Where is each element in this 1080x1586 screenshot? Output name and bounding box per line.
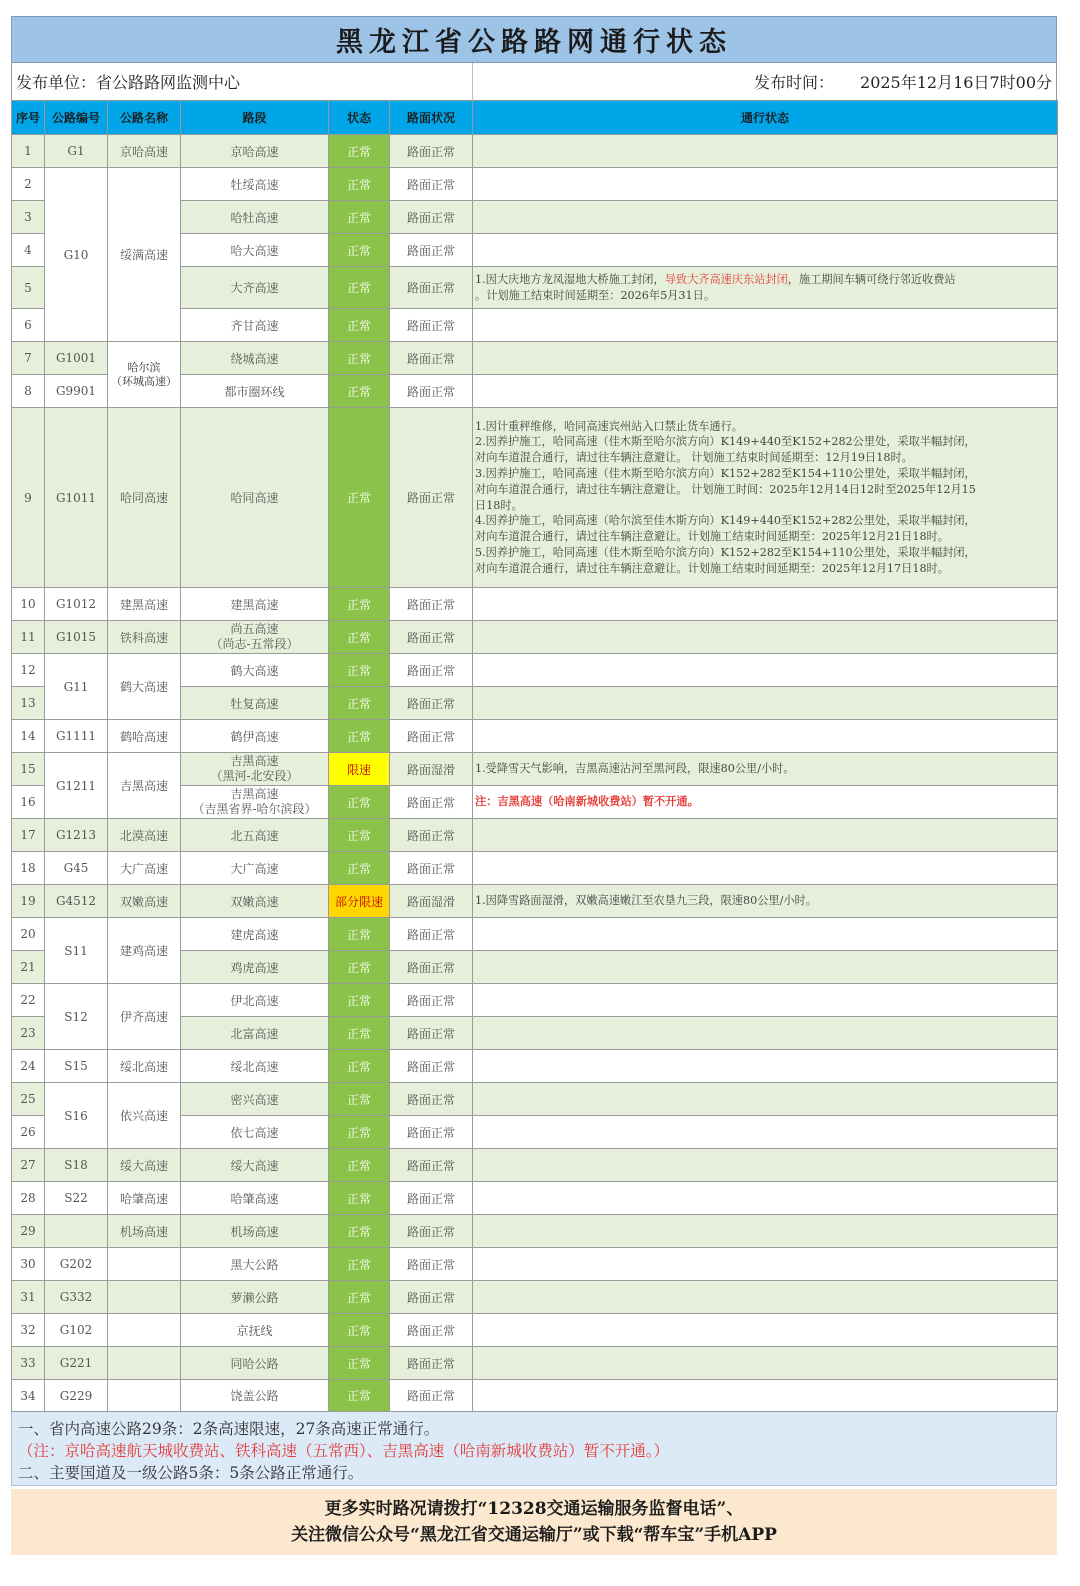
row-index: 14	[12, 720, 45, 753]
surface-cell: 路面正常	[390, 918, 473, 951]
road-segment: 哈同高速	[181, 408, 329, 588]
row-index: 10	[12, 588, 45, 621]
traffic-cell	[473, 375, 1058, 408]
row-index: 31	[12, 1281, 45, 1314]
surface-cell: 路面正常	[390, 201, 473, 234]
surface-cell: 路面正常	[390, 951, 473, 984]
road-code: G221	[45, 1347, 108, 1380]
traffic-cell	[473, 1248, 1058, 1281]
row-index: 15	[12, 753, 45, 786]
row-index: 23	[12, 1017, 45, 1050]
status-cell: 正常	[329, 1380, 390, 1412]
header-code: 公路编号	[45, 101, 108, 135]
row-index: 30	[12, 1248, 45, 1281]
status-cell: 正常	[329, 687, 390, 720]
row-index: 4	[12, 234, 45, 267]
road-name: 京哈高速	[108, 135, 181, 168]
header-index: 序号	[12, 101, 45, 135]
row-index: 19	[12, 885, 45, 918]
table-row	[12, 1248, 1058, 1281]
road-code	[45, 1215, 108, 1248]
traffic-cell	[473, 819, 1058, 852]
status-cell: 正常	[329, 1050, 390, 1083]
surface-cell: 路面正常	[390, 1380, 473, 1412]
surface-cell: 路面正常	[390, 1248, 473, 1281]
traffic-cell	[473, 621, 1058, 654]
road-segment: 牡绥高速	[181, 168, 329, 201]
road-segment: 饶盖公路	[181, 1380, 329, 1412]
row-index: 32	[12, 1314, 45, 1347]
road-segment: 绥北高速	[181, 1050, 329, 1083]
road-segment: 鹤伊高速	[181, 720, 329, 753]
surface-cell: 路面正常	[390, 1314, 473, 1347]
road-name: 机场高速	[108, 1215, 181, 1248]
traffic-cell: 1.因大庆地方龙凤湿地大桥施工封闭，导致大齐高速庆东站封闭，施工期间车辆可绕行邻近收费站 。计划施工结束时间延期至：2026年5月31日。	[473, 267, 1058, 309]
road-name: 绥大高速	[108, 1149, 181, 1182]
summary-line-closures: （注：京哈高速航天城收费站、铁科高速（五常西）、吉黑高速（哈南新城收费站）暂不开通。）	[18, 1442, 670, 1460]
road-segment: 哈牡高速	[181, 201, 329, 234]
status-cell: 正常	[329, 408, 390, 588]
road-status-sheet	[11, 16, 1057, 1555]
page-title: 黑龙江省公路路网通行状态	[11, 16, 1057, 63]
status-cell: 正常	[329, 918, 390, 951]
table-row	[12, 1281, 1058, 1314]
traffic-cell	[473, 168, 1058, 201]
road-code: G4512	[45, 885, 108, 918]
footer-hotline: 更多实时路况请拨打“12328交通运输服务监督电话”、	[324, 1499, 744, 1519]
road-name: 双嫩高速	[108, 885, 181, 918]
traffic-cell	[473, 1116, 1058, 1149]
traffic-cell	[473, 588, 1058, 621]
status-cell: 正常	[329, 984, 390, 1017]
status-cell: 正常	[329, 852, 390, 885]
road-code: G332	[45, 1281, 108, 1314]
road-segment: 北富高速	[181, 1017, 329, 1050]
table-row	[12, 885, 1058, 918]
road-segment: 绕城高速	[181, 342, 329, 375]
surface-cell: 路面正常	[390, 408, 473, 588]
surface-cell: 路面正常	[390, 135, 473, 168]
traffic-cell	[473, 342, 1058, 375]
traffic-cell	[473, 1083, 1058, 1116]
table-row	[12, 753, 1058, 786]
table-row	[12, 819, 1058, 852]
road-name: 大广高速	[108, 852, 181, 885]
traffic-cell: 1.因降雪路面湿滑，双嫩高速嫩江至农垦九三段，限速80公里/小时。	[473, 885, 1058, 918]
surface-cell: 路面正常	[390, 1182, 473, 1215]
road-code: S18	[45, 1149, 108, 1182]
traffic-cell	[473, 1380, 1058, 1412]
table-row	[12, 1215, 1058, 1248]
road-code: G9901	[45, 375, 108, 408]
traffic-cell	[473, 309, 1058, 342]
status-table	[11, 100, 1058, 1412]
surface-cell: 路面正常	[390, 267, 473, 309]
road-segment: 黑大公路	[181, 1248, 329, 1281]
road-name: 绥满高速	[108, 168, 181, 342]
row-index: 5	[12, 267, 45, 309]
traffic-cell	[473, 951, 1058, 984]
row-index: 1	[12, 135, 45, 168]
status-cell: 正常	[329, 135, 390, 168]
road-segment: 北五高速	[181, 819, 329, 852]
row-index: 17	[12, 819, 45, 852]
road-code: G1211	[45, 753, 108, 819]
surface-cell: 路面正常	[390, 375, 473, 408]
road-name	[108, 1314, 181, 1347]
row-index: 12	[12, 654, 45, 687]
surface-cell: 路面正常	[390, 1017, 473, 1050]
row-index: 28	[12, 1182, 45, 1215]
table-row	[12, 168, 1058, 201]
traffic-cell	[473, 135, 1058, 168]
road-segment: 吉黑高速 （黑河-北安段）	[181, 753, 329, 786]
road-segment: 大齐高速	[181, 267, 329, 309]
road-code: G45	[45, 852, 108, 885]
row-index: 8	[12, 375, 45, 408]
surface-cell: 路面正常	[390, 1281, 473, 1314]
road-segment: 伊北高速	[181, 984, 329, 1017]
traffic-cell	[473, 1017, 1058, 1050]
surface-cell: 路面正常	[390, 621, 473, 654]
status-cell: 正常	[329, 951, 390, 984]
status-cell: 正常	[329, 201, 390, 234]
road-name: 北漠高速	[108, 819, 181, 852]
row-index: 6	[12, 309, 45, 342]
row-index: 29	[12, 1215, 45, 1248]
status-cell: 限速	[329, 753, 390, 786]
row-index: 16	[12, 786, 45, 819]
summary-notes	[11, 1412, 1057, 1486]
road-code: G1213	[45, 819, 108, 852]
road-code: G1015	[45, 621, 108, 654]
traffic-cell	[473, 201, 1058, 234]
row-index: 24	[12, 1050, 45, 1083]
surface-cell: 路面正常	[390, 1050, 473, 1083]
status-cell: 正常	[329, 234, 390, 267]
road-code: G202	[45, 1248, 108, 1281]
row-index: 34	[12, 1380, 45, 1412]
status-cell: 正常	[329, 1314, 390, 1347]
road-name: 吉黑高速	[108, 753, 181, 819]
row-index: 26	[12, 1116, 45, 1149]
header-name: 公路名称	[108, 101, 181, 135]
road-segment: 吉黑高速 （吉黑省界-哈尔滨段）	[181, 786, 329, 819]
traffic-cell: 1.因计重秤维修，哈同高速宾州站入口禁止货车通行。 2.因养护施工，哈同高速（佳木斯至哈尔滨方向）K149+440至K152+282公里处，采取半幅封闭， 对向车道混合通行，请过往车辆注意避让。 计划施工结束时间延期至：12月19日18时。 3.因养护施工，哈同高速（佳木斯至哈尔滨方向）K152+282至K154+110公里处，采取半幅封闭， 对向车道混合通行，请过往车辆注意避让。 计划施工时间：2025年12月14日12时至2025年12月15 日18时。 4.因养护施工，哈同高速（哈尔滨至佳木斯方向）K149+440至K152+282公里处，采取半幅封闭， 对向车道混合通行，请过往车辆注意避让。计划施工结束时间延期至：2025年12月21日18时。 5.因养护施工，哈同高速（佳木斯至哈尔滨方向）K152+282至K154+110公里处，采取半幅封闭， 对向车道混合通行，请过往车辆注意避让。计划施工结束时间延期至：2025年12月17日18时。	[473, 408, 1058, 588]
summary-line-national-roads: 二、主要国道及一级公路5条：5条公路正常通行。	[18, 1464, 364, 1482]
table-row	[12, 984, 1058, 1017]
summary-line-expressway: 一、省内高速公路29条：2条高速限速，27条高速正常通行。	[18, 1420, 440, 1438]
publish-row	[11, 63, 1057, 100]
table-row	[12, 342, 1058, 375]
header-status: 状态	[329, 101, 390, 135]
traffic-cell	[473, 1149, 1058, 1182]
road-name: 哈尔滨 （环城高速）	[108, 342, 181, 408]
road-segment: 密兴高速	[181, 1083, 329, 1116]
traffic-cell	[473, 1182, 1058, 1215]
road-code: S12	[45, 984, 108, 1050]
row-index: 18	[12, 852, 45, 885]
status-cell: 正常	[329, 1116, 390, 1149]
road-code: S11	[45, 918, 108, 984]
row-index: 2	[12, 168, 45, 201]
surface-cell: 路面正常	[390, 168, 473, 201]
status-cell: 正常	[329, 375, 390, 408]
surface-cell: 路面正常	[390, 1347, 473, 1380]
road-name: 哈肇高速	[108, 1182, 181, 1215]
status-cell: 正常	[329, 1182, 390, 1215]
publish-time-box	[473, 70, 1056, 93]
table-row	[12, 1050, 1058, 1083]
table-row	[12, 1380, 1058, 1412]
traffic-cell	[473, 1050, 1058, 1083]
row-index: 25	[12, 1083, 45, 1116]
road-name: 伊齐高速	[108, 984, 181, 1050]
traffic-cell	[473, 852, 1058, 885]
surface-cell: 路面正常	[390, 720, 473, 753]
road-segment: 依七高速	[181, 1116, 329, 1149]
road-name: 鹤哈高速	[108, 720, 181, 753]
surface-cell: 路面正常	[390, 687, 473, 720]
row-index: 9	[12, 408, 45, 588]
road-segment: 同哈公路	[181, 1347, 329, 1380]
road-code: S15	[45, 1050, 108, 1083]
road-segment: 鹤大高速	[181, 654, 329, 687]
road-segment: 鸡虎高速	[181, 951, 329, 984]
traffic-cell	[473, 687, 1058, 720]
traffic-cell	[473, 984, 1058, 1017]
table-row	[12, 1182, 1058, 1215]
surface-cell: 路面正常	[390, 588, 473, 621]
status-cell: 正常	[329, 1083, 390, 1116]
table-row	[12, 918, 1058, 951]
road-name: 铁科高速	[108, 621, 181, 654]
table-row	[12, 621, 1058, 654]
road-name: 哈同高速	[108, 408, 181, 588]
road-name	[108, 1248, 181, 1281]
road-name: 绥北高速	[108, 1050, 181, 1083]
road-code: S22	[45, 1182, 108, 1215]
surface-cell: 路面湿滑	[390, 753, 473, 786]
road-segment: 绥大高速	[181, 1149, 329, 1182]
table-row	[12, 408, 1058, 588]
status-cell: 正常	[329, 267, 390, 309]
surface-cell: 路面正常	[390, 786, 473, 819]
road-segment: 大广高速	[181, 852, 329, 885]
row-index: 33	[12, 1347, 45, 1380]
traffic-cell	[473, 1314, 1058, 1347]
road-name	[108, 1281, 181, 1314]
road-code: G1111	[45, 720, 108, 753]
table-row	[12, 1083, 1058, 1116]
road-name: 依兴高速	[108, 1083, 181, 1149]
traffic-cell: 1.受降雪天气影响，吉黑高速沾河至黑河段，限速80公里/小时。	[473, 753, 1058, 786]
publisher: 发布单位：省公路路网监测中心	[12, 63, 473, 100]
road-segment: 双嫩高速	[181, 885, 329, 918]
road-code: G1001	[45, 342, 108, 375]
road-code: S16	[45, 1083, 108, 1149]
road-segment: 京哈高速	[181, 135, 329, 168]
road-name	[108, 1380, 181, 1412]
surface-cell: 路面正常	[390, 342, 473, 375]
status-cell: 正常	[329, 819, 390, 852]
status-cell: 正常	[329, 654, 390, 687]
status-cell: 正常	[329, 720, 390, 753]
table-row	[12, 1347, 1058, 1380]
surface-cell: 路面正常	[390, 1215, 473, 1248]
status-cell: 正常	[329, 786, 390, 819]
table-row	[12, 1314, 1058, 1347]
traffic-cell	[473, 234, 1058, 267]
road-segment: 哈肇高速	[181, 1182, 329, 1215]
road-segment: 尚五高速 （尚志-五常段）	[181, 621, 329, 654]
traffic-cell	[473, 1281, 1058, 1314]
row-index: 13	[12, 687, 45, 720]
road-code: G1	[45, 135, 108, 168]
row-index: 21	[12, 951, 45, 984]
surface-cell: 路面湿滑	[390, 885, 473, 918]
row-index: 27	[12, 1149, 45, 1182]
row-index: 11	[12, 621, 45, 654]
row-index: 22	[12, 984, 45, 1017]
status-cell: 正常	[329, 1149, 390, 1182]
status-cell: 正常	[329, 168, 390, 201]
header-traffic: 通行状态	[473, 101, 1058, 135]
surface-cell: 路面正常	[390, 654, 473, 687]
footer-banner	[11, 1489, 1057, 1555]
road-code: G102	[45, 1314, 108, 1347]
status-cell: 正常	[329, 342, 390, 375]
road-code: G1012	[45, 588, 108, 621]
road-code: G11	[45, 654, 108, 720]
road-segment: 哈大高速	[181, 234, 329, 267]
surface-cell: 路面正常	[390, 852, 473, 885]
road-code: G1011	[45, 408, 108, 588]
row-index: 3	[12, 201, 45, 234]
row-index: 20	[12, 918, 45, 951]
road-name: 鹤大高速	[108, 654, 181, 720]
surface-cell: 路面正常	[390, 234, 473, 267]
road-code: G229	[45, 1380, 108, 1412]
traffic-cell: 注：吉黑高速（哈南新城收费站）暂不开通。	[473, 786, 1058, 819]
status-cell: 正常	[329, 1215, 390, 1248]
status-cell: 正常	[329, 309, 390, 342]
table-row	[12, 654, 1058, 687]
traffic-cell	[473, 720, 1058, 753]
table-row	[12, 852, 1058, 885]
footer-app: 关注微信公众号“黑龙江省交通运输厅”或下载“帮车宝”手机APP	[291, 1525, 777, 1545]
header-surface: 路面状况	[390, 101, 473, 135]
status-cell: 正常	[329, 1017, 390, 1050]
table-row	[12, 720, 1058, 753]
road-segment: 齐甘高速	[181, 309, 329, 342]
road-name: 建黑高速	[108, 588, 181, 621]
status-cell: 部分限速	[329, 885, 390, 918]
surface-cell: 路面正常	[390, 1149, 473, 1182]
surface-cell: 路面正常	[390, 984, 473, 1017]
traffic-cell	[473, 1215, 1058, 1248]
road-segment: 京抚线	[181, 1314, 329, 1347]
surface-cell: 路面正常	[390, 1116, 473, 1149]
road-name: 建鸡高速	[108, 918, 181, 984]
status-cell: 正常	[329, 1248, 390, 1281]
surface-cell: 路面正常	[390, 819, 473, 852]
table-row	[12, 135, 1058, 168]
status-cell: 正常	[329, 1281, 390, 1314]
surface-cell: 路面正常	[390, 309, 473, 342]
table-row	[12, 588, 1058, 621]
road-segment: 萝濑公路	[181, 1281, 329, 1314]
traffic-cell	[473, 918, 1058, 951]
status-cell: 正常	[329, 588, 390, 621]
status-cell: 正常	[329, 621, 390, 654]
traffic-cell	[473, 1347, 1058, 1380]
table-header	[12, 101, 1058, 135]
road-code: G10	[45, 168, 108, 342]
road-segment: 都市圈环线	[181, 375, 329, 408]
surface-cell: 路面正常	[390, 1083, 473, 1116]
road-name	[108, 1347, 181, 1380]
publish-time-label: 发布时间：	[754, 73, 835, 92]
road-segment: 机场高速	[181, 1215, 329, 1248]
road-segment: 建黑高速	[181, 588, 329, 621]
row-index: 7	[12, 342, 45, 375]
traffic-cell	[473, 654, 1058, 687]
publish-time: 2025年12月16日7时00分	[860, 73, 1052, 92]
road-segment: 牡复高速	[181, 687, 329, 720]
header-segment: 路段	[181, 101, 329, 135]
table-row	[12, 1149, 1058, 1182]
status-cell: 正常	[329, 1347, 390, 1380]
road-segment: 建虎高速	[181, 918, 329, 951]
